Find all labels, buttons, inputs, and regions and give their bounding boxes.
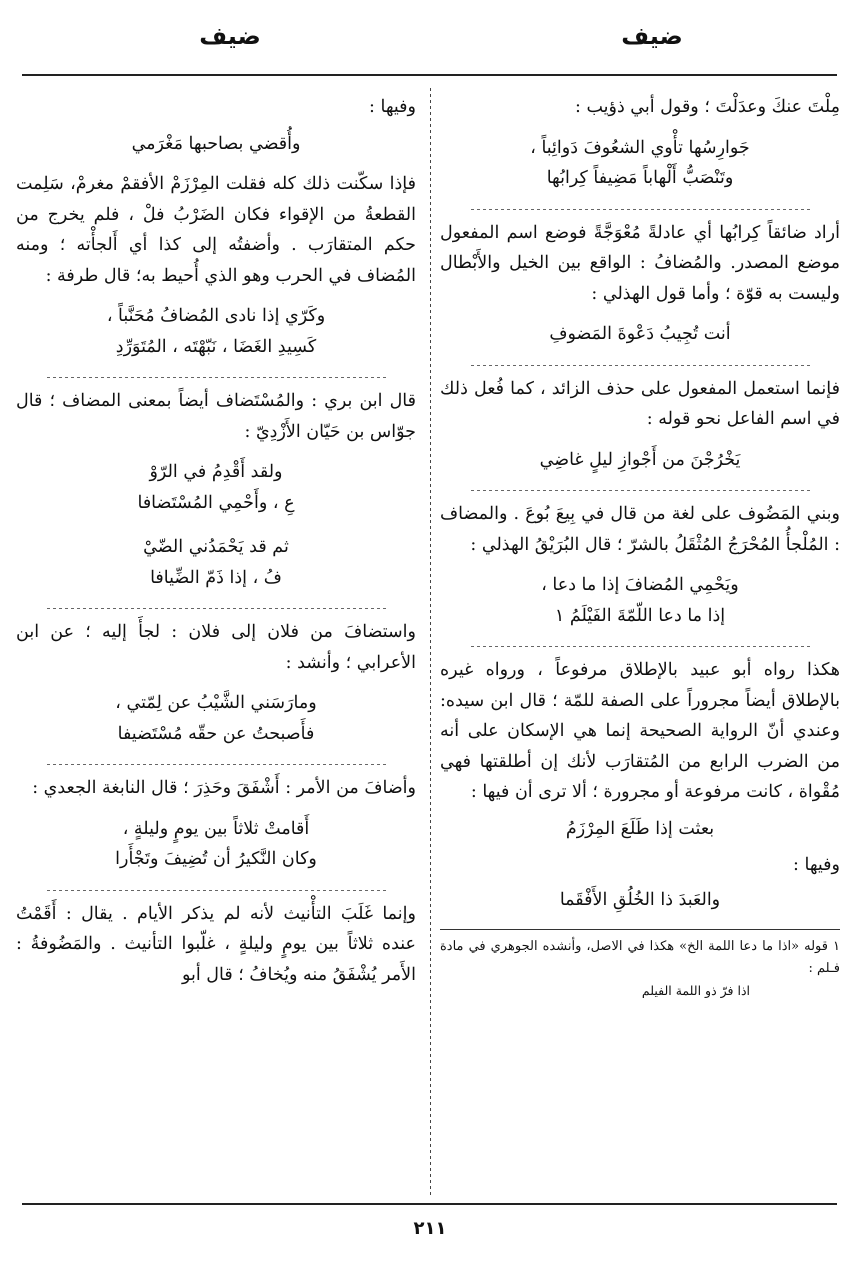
- footnote-rule: [440, 929, 840, 930]
- verse-single: [440, 881, 840, 920]
- verse-line: بعثت إذا طَلَعَ المِرْزَمُ: [565, 818, 715, 839]
- verse-line: ثم قد يَحْمَدُني الضّيْ: [143, 537, 289, 557]
- running-head-left: ضيف: [199, 22, 261, 50]
- verse-line: ويَحْمِي المُضافَ إذا ما دعا ،: [541, 575, 739, 595]
- verse-line: والعَبدَ ذا الخُلُقِ الأَفْقَما: [559, 889, 721, 910]
- text-line: مِلْتَ عنكَ وعدَلْتَ ؛ وقول أبي ذؤيب :: [574, 97, 840, 117]
- paragraph: وبني المَضُوف على لغة من قال في بِيعَ بُوعَ . والمضاف : المُلْجأُ المُحْرَجُ المُثْقَلُ بالشرّ ؛ قال البُرَيْقُ الهذلي :: [440, 504, 840, 555]
- left-column: [16, 92, 416, 990]
- verse-line: أَقامتْ ثلاثاً بين يومٍ وليلةٍ ،: [122, 818, 310, 839]
- separator: [470, 490, 810, 491]
- verse-single: [440, 435, 840, 486]
- verse-line: وكَرّي إذا نادى المُضافُ مُحَنَّباً ،: [106, 306, 326, 326]
- verse-couplet: [16, 291, 416, 372]
- verse-line: ومارَسَني الشَّيْبُ عن لِمّتي ،: [115, 693, 317, 713]
- paragraph: فإنما استعمل المفعول على حذف الزائد ، كما فُعل ذلك في اسم الفاعل نحو قوله :: [440, 378, 840, 429]
- verse-line: فُ ، إذا ذَمّ الضِّيافا: [150, 567, 282, 588]
- paragraph: وأضافَ من الأمر : أَشْفَقَ وحَذِرَ ؛ قال النابغة الجعدي :: [32, 778, 416, 798]
- verse-line: كَسِيدِ الغَضَا ، نَبّهْتَه ، المُتَوَرِّدِ: [115, 336, 317, 357]
- footnote-verse: اذا فرّ ذو اللمة الفيلم: [641, 983, 750, 998]
- verse-line: جَوارِسُها تأْوي الشعُوفَ دَوائِباً ،: [530, 137, 750, 158]
- verse-single: [440, 808, 840, 851]
- separator: [46, 890, 386, 891]
- page-number: ٢١١: [413, 1218, 447, 1239]
- text-line: وفيها :: [793, 855, 840, 875]
- top-rule: [22, 74, 837, 76]
- verse-line: أنت تُجِيبُ دَعْوةَ المَضوفِ: [549, 324, 731, 344]
- verse-couplet: [16, 678, 416, 759]
- verse-line: وأُقضي بصاحبها مَغْرَمي: [131, 133, 301, 154]
- verse-line: فأَصبحتُ عن حقّه مُسْتَضيفا: [117, 723, 315, 744]
- paragraph: هكذا رواه أبو عبيد بالإطلاق مرفوعاً ، ورواه غيره بالإطلاق أيضاً مجروراً على الصفة للمّة ؛ قال ابن سيده: وعندي أنّ الرواية الصحيحة إنما هي الإسكان على أنه من الضرب الرابع من المُتقارَب لأنك إن أطلقتها فهي مُقْواة ، كانت مرفوعة أو مجرورة ؛ ألا ترى أن فيها :: [440, 660, 840, 802]
- running-head-right: ضيف: [621, 22, 683, 50]
- right-column: [440, 92, 840, 1002]
- paragraph: أراد ضائقاً كِرابُها أي عادلةً مُعْوَجَّةً فوضع اسم المفعول موضع المصدر. والمُضافُ : الواقع بين الخيل والأَبْطال وليست به قوّة ؛ وأما قول الهذلي :: [440, 222, 840, 304]
- separator: [470, 209, 810, 210]
- separator: [46, 764, 386, 765]
- verse-couplet: [16, 447, 416, 528]
- verse-line: إذا ما دعا اللّمّةَ الفَيْلَمُ ١: [554, 605, 726, 626]
- separator: [46, 608, 386, 609]
- verse-line: عِ ، وأَحْمِي المُسْتَضافا: [137, 492, 295, 513]
- verse-couplet: [440, 560, 840, 641]
- text-line: وفيها :: [369, 97, 416, 117]
- verse-couplet: [16, 804, 416, 885]
- verse-single: [440, 309, 840, 360]
- verse-line: وتَنْصَبُّ أَلْهاباً مَضِيفاً كِرابُها: [546, 168, 734, 188]
- separator: [46, 377, 386, 378]
- verse-single: [16, 123, 416, 170]
- verse-line: وكان النَّكيرُ أن تُضِيفَ وتَجْأَرا: [115, 849, 317, 869]
- verse-couplet: [16, 528, 416, 603]
- verse-line: ولقد أَقْدِمُ في الرّوْ: [149, 462, 283, 482]
- paragraph: وإنما غَلَبَ التأْنيث لأنه لم يذكر الأيام . يقال : أَقَمْتُ عنده ثلاثاً بين يومٍ وليلةٍ ، غلّبوا التأنيث . والمَضُوفةُ : الأَمر يُشْفَقُ منه ويُخافُ ؛ قال أبو: [16, 903, 416, 985]
- verse-line: يَخْرُجْنَ من أَجْوازِ ليلٍ غاضِي: [539, 449, 741, 470]
- paragraph: فإذا سكّنت ذلك كله فقلت المِرْزَمْ الأفقمْ مغرمْ، سَلِمت القطعةُ من الإقواء فكان الضَرْبُ فلْ ، فلم يخرج من حكم المتقارَب . وأضفتُه إلى كذا أي أَلجأْته ؛ ومنه المُضاف في الحرب وهو الذي أُحيط به؛ قال طرفة :: [16, 174, 416, 286]
- column-divider: [430, 88, 431, 1198]
- separator: [470, 646, 810, 647]
- separator: [470, 365, 810, 366]
- bottom-rule: [22, 1203, 837, 1205]
- footnote: ١ قوله «اذا ما دعا اللمة الخ» هكذا في الاصل، وأنشده الجوهري في مادة فـلم :: [440, 939, 840, 976]
- paragraph: واستضافَ من فلان إلى فلان : لجأَ إليه ؛ عن ابن الأعرابي ؛ وأنشد :: [16, 622, 416, 673]
- paragraph: قال ابن بري : والمُسْتَضاف أيضاً بمعنى المضاف ؛ قال جوّاس بن حَيّان الأَزْدِيّ :: [16, 391, 416, 442]
- verse-couplet: [440, 123, 840, 204]
